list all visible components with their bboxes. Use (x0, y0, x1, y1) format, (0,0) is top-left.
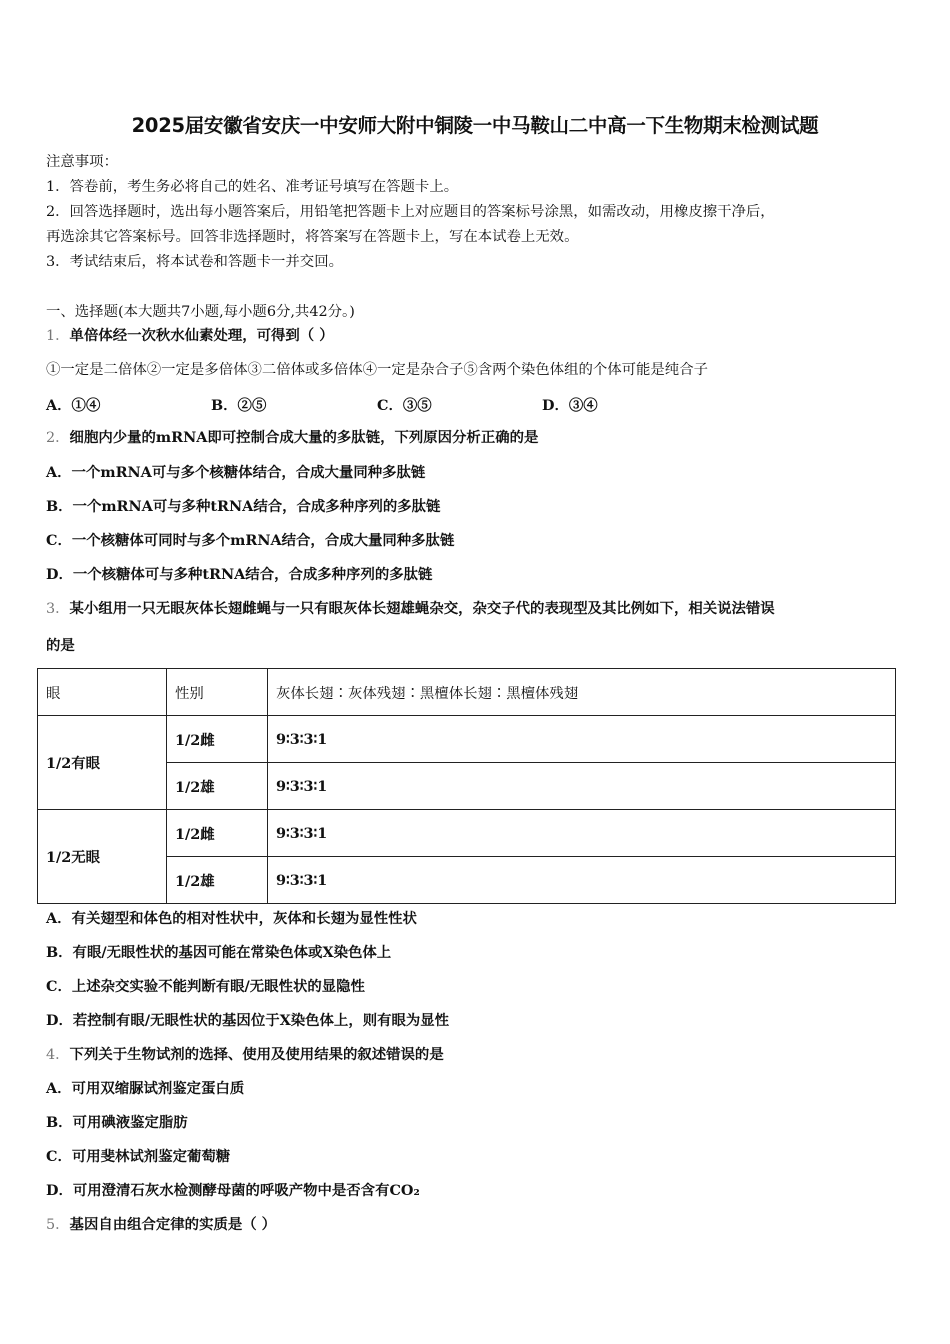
option-b[interactable]: B．一个mRNA可与多种tRNA结合，合成多种序列的多肽链 (46, 498, 441, 515)
question-2 (46, 428, 538, 448)
question-stem: 细胞内少量的mRNA即可控制合成大量的多肽链，下列原因分析正确的是 (69, 429, 539, 446)
option-a[interactable]: A．一个mRNA可与多个核糖体结合，合成大量同种多肽链 (46, 464, 426, 481)
question-number: 5． (46, 1217, 70, 1233)
question-3 (46, 599, 775, 619)
question-number: 4． (46, 1047, 70, 1063)
eye-group-cell: 1/2无眼 (38, 810, 167, 904)
option-b[interactable]: B．②⑤ (211, 397, 267, 414)
table-header-row (38, 669, 896, 716)
option-c[interactable]: C．可用斐林试剂鉴定葡萄糖 (46, 1148, 231, 1165)
ratio-cell: 9∶3∶3∶1 (268, 716, 896, 763)
section-heading: 一、选择题(本大题共7小题,每小题6分,共42分。) (46, 304, 355, 320)
notice-item: 3．考试结束后，将本试卷和答题卡一并交回。 (46, 254, 343, 270)
notice-heading: 注意事项： (46, 154, 118, 170)
option-a[interactable]: A．①④ (46, 397, 101, 414)
header-sex: 性别 (167, 669, 268, 716)
notice-item: 2．回答选择题时，选出每小题答案后，用铅笔把答题卡上对应题目的答案标号涂黑，如需改动，用橡皮擦干净后， (46, 204, 775, 220)
results-table (37, 668, 896, 904)
eye-group-cell: 1/2有眼 (38, 716, 167, 810)
option-d[interactable]: D．一个核糖体可与多种tRNA结合，合成多种序列的多肽链 (46, 566, 433, 583)
table-row (38, 810, 896, 857)
question-3-stem-continued: 的是 (46, 637, 75, 654)
header-phenotype-ratio: 灰体长翅∶灰体残翅∶黑檀体长翅∶黑檀体残翅 (268, 669, 896, 716)
question-1-options (46, 394, 746, 414)
question-stem: 单倍体经一次秋水仙素处理，可得到（ ） (69, 327, 334, 344)
table-row (38, 716, 896, 763)
option-b[interactable]: B．有眼/无眼性状的基因可能在常染色体或X染色体上 (46, 944, 392, 961)
ratio-cell: 9∶3∶3∶1 (268, 857, 896, 904)
option-d[interactable]: D．③④ (542, 397, 598, 414)
ratio-cell: 9∶3∶3∶1 (268, 810, 896, 857)
question-stem: 某小组用一只无眼灰体长翅雌蝇与一只有眼灰体长翅雄蝇杂交，杂交子代的表现型及其比例如下，相关说法错误 (69, 600, 775, 617)
option-a[interactable]: A．有关翅型和体色的相对性状中，灰体和长翅为显性性状 (46, 910, 417, 927)
sex-cell: 1/2雄 (167, 763, 268, 810)
table-row (38, 857, 896, 904)
option-d[interactable]: D．若控制有眼/无眼性状的基因位于X染色体上，则有眼为显性 (46, 1012, 450, 1029)
option-c[interactable]: C．③⑤ (377, 397, 432, 414)
question-stem: 基因自由组合定律的实质是（ ） (69, 1216, 277, 1233)
sex-cell: 1/2雌 (167, 810, 268, 857)
option-c[interactable]: C．一个核糖体可同时与多个mRNA结合，合成大量同种多肽链 (46, 532, 455, 549)
sex-cell: 1/2雄 (167, 857, 268, 904)
option-c[interactable]: C．上述杂交实验不能判断有眼/无眼性状的显隐性 (46, 978, 365, 995)
question-number: 2． (46, 430, 70, 446)
header-eye: 眼 (38, 669, 167, 716)
question-number: 3． (46, 601, 70, 617)
option-d[interactable]: D．可用澄清石灰水检测酵母菌的呼吸产物中是否含有CO₂ (46, 1182, 420, 1199)
question-stem: 下列关于生物试剂的选择、使用及使用结果的叙述错误的是 (69, 1046, 444, 1063)
page-title: 2025届安徽省安庆一中安师大附中铜陵一中马鞍山二中高一下生物期末检测试题 (131, 114, 819, 137)
option-b[interactable]: B．可用碘液鉴定脂肪 (46, 1114, 188, 1131)
notice-item: 1．答卷前，考生务必将自己的姓名、准考证号填写在答题卡上。 (46, 179, 459, 195)
option-a[interactable]: A．可用双缩脲试剂鉴定蛋白质 (46, 1080, 245, 1097)
notice-item: 再选涂其它答案标号。回答非选择题时，将答案写在答题卡上，写在本试卷上无效。 (46, 229, 579, 245)
question-1 (46, 326, 334, 346)
question-4 (46, 1045, 444, 1065)
table-row (38, 763, 896, 810)
ratio-cell: 9∶3∶3∶1 (268, 763, 896, 810)
sex-cell: 1/2雌 (167, 716, 268, 763)
question-5 (46, 1215, 276, 1235)
question-number: 1． (46, 328, 70, 344)
question-1-statement: ①一定是二倍体②一定是多倍体③二倍体或多倍体④一定是杂合子⑤含两个染色体组的个体可能是纯合子 (46, 362, 708, 378)
